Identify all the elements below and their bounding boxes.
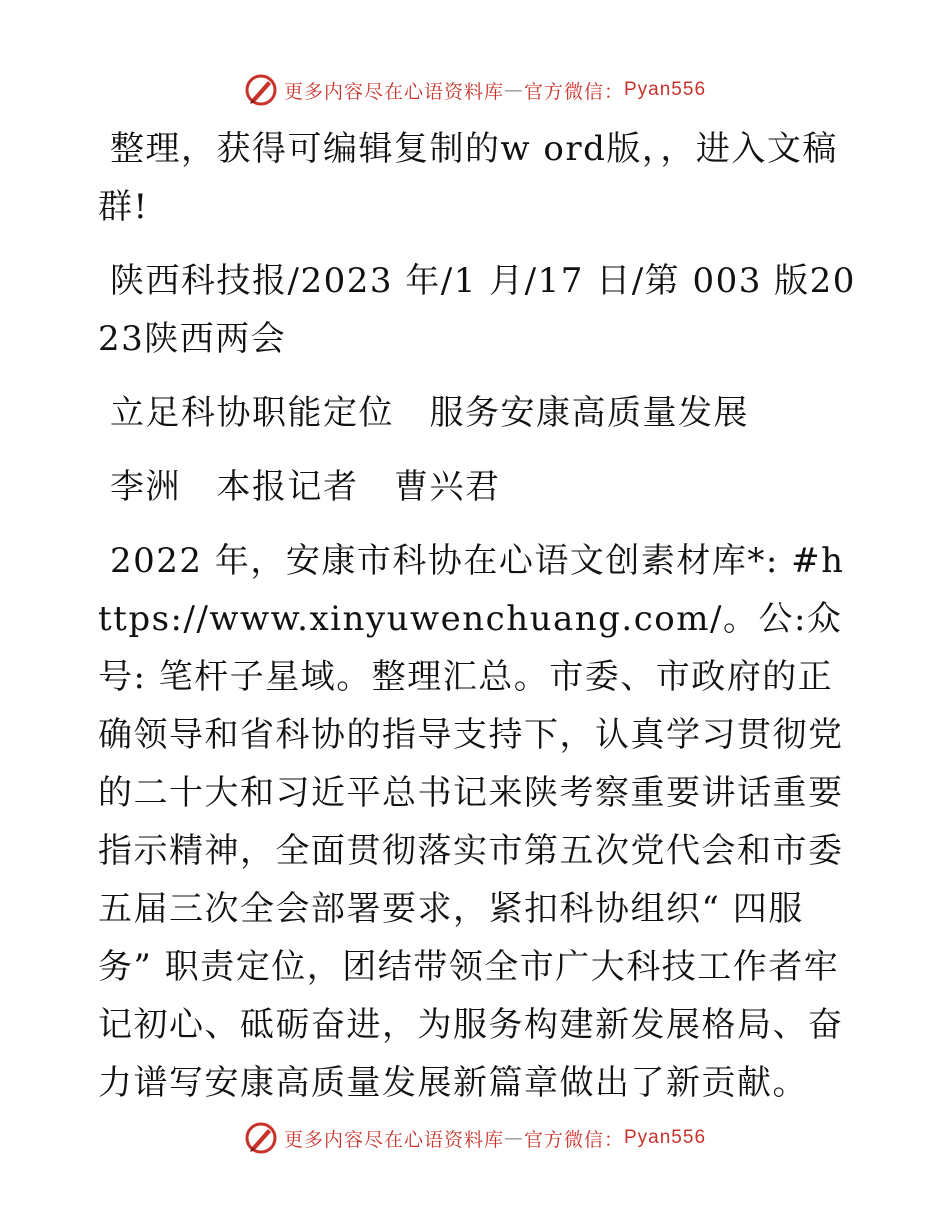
banner-separator: — xyxy=(503,79,524,101)
pen-logo-icon xyxy=(244,73,278,107)
pen-logo-icon xyxy=(244,1121,278,1155)
banner-separator: — xyxy=(503,1127,524,1149)
article-title: 立足科协职能定位 服务安康高质量发展 xyxy=(110,393,749,433)
banner-main-text: 更多内容尽在心语资料库 xyxy=(283,1128,504,1151)
banner-wechat-id: Pyan556 xyxy=(624,1127,707,1148)
body-paragraph: 2022 年，安康市科协在心语文创素材库*: #https://www.xinyuwenchuang.com/。公:众号: 笔杆子星域。整理汇总。市委、市政府的正确领导和省科协的指导支持下，认真学习贯彻党的二十大和习近平总书记来陕考察重要讲话重要指示精神，全面贯彻落实市第五次党代会和市委五届三次全会部署要求，紧扣科协组织“ 四服务” 职责定位，团结带领全市广大科技工作者牢记初心、砥砺奋进，为服务构建新发展格局、奋力谱写安康高质量发展新篇章做出了新贡献。 xyxy=(98,541,845,1103)
document-body xyxy=(98,120,858,1128)
source-line: 陕西科技报/2023 年/1 月/17 日/第 003 版2023陕西两会 xyxy=(98,261,856,359)
byline: 李洲 本报记者 曹兴君 xyxy=(110,467,501,507)
intro-paragraph: 整理，获得可编辑复制的w ord版，，进入文稿群! xyxy=(98,129,838,227)
banner-wechat-label: 官方微信： xyxy=(523,80,624,103)
banner-wechat-label: 官方微信： xyxy=(523,1128,624,1151)
header-banner xyxy=(0,70,950,110)
footer-banner xyxy=(0,1118,950,1158)
banner-wechat-id: Pyan556 xyxy=(624,79,707,100)
banner-main-text: 更多内容尽在心语资料库 xyxy=(283,80,504,103)
